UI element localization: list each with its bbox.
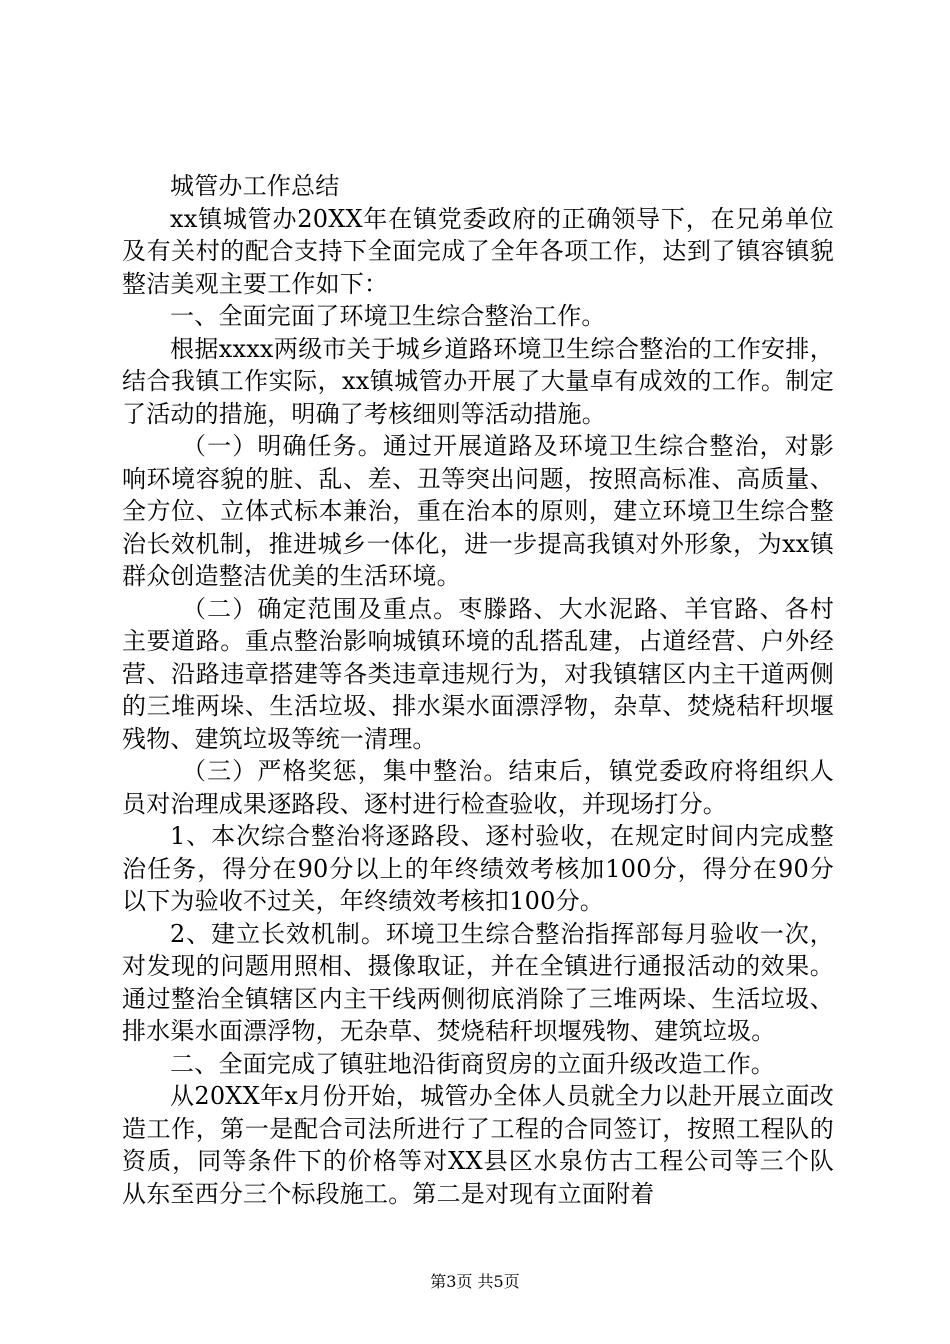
page-number-footer: 第3页 共5页 (430, 1272, 520, 1291)
paragraph-rewards: （三）严格奖惩，集中整治。结束后，镇党委政府将组织人员对治理成果逐路段、逐村进行检查验收，并现场打分。 (122, 757, 834, 818)
section-heading-1: 一、全面完面了环境卫生综合整治工作。 (170, 302, 606, 330)
document-body (122, 170, 834, 1210)
paragraph-basis: 根据xxxx两级市关于城乡道路环境卫生综合整治的工作安排，结合我镇工作实际，xx镇城管办开展了大量卓有成效的工作。制定了活动的措施，明确了考核细则等活动措施。 (122, 334, 834, 428)
paragraph-task: （一）明确任务。通过开展道路及环境卫生综合整治，对影响环境容貌的脏、乱、差、丑等突出问题，按照高标准、高质量、全方位、立体式标本兼治，重在治本的原则，建立环境卫生综合整治长效机制，推进城乡一体化，进一步提高我镇对外形象，为xx镇群众创造整洁优美的生活环境。 (122, 432, 834, 590)
paragraph-item-2: 2、建立长效机制。环境卫生综合整治指挥部每月验收一次，对发现的问题用照相、摄像取证，并在全镇进行通报活动的效果。通过整治全镇辖区内主干线两侧彻底消除了三堆两垛、生活垃圾、排水渠水面漂浮物，无杂草、焚烧秸秆坝堰残物、建筑垃圾。 (122, 919, 834, 1045)
paragraph-scope: （二）确定范围及重点。枣滕路、大水泥路、羊官路、各村主要道路。重点整治影响城镇环境的乱搭乱建，占道经营、户外经营、沿路违章搭建等各类违章违规行为，对我镇辖区内主干道两侧的三堆两垛、生活垃圾、排水渠水面漂浮物，杂草、焚烧秸秆坝堰残物、建筑垃圾等统一清理。 (122, 594, 834, 753)
paragraph-item-1: 1、本次综合整治将逐路段、逐村验收，在规定时间内完成整治任务，得分在90分以上的年终绩效考核加100分，得分在90分以下为验收不过关，年终绩效考核扣100分。 (122, 822, 834, 915)
paragraph-renovation: 从20XX年x月份开始，城管办全体人员就全力以赴开展立面改造工作，第一是配合司法所进行了工程的合同签订，按照工程队的资质，同等条件下的价格等对XX县区水泉仿古工程公司等三个队从东至西分三个标段施工。第二是对现有立面附着 (122, 1082, 834, 1208)
document-title: 城管办工作总结 (170, 172, 340, 200)
section-heading-2: 二、全面完成了镇驻地沿街商贸房的立面升级改造工作。 (170, 1049, 775, 1078)
paragraph-intro: xx镇城管办20XX年在镇党委政府的正确领导下，在兄弟单位及有关村的配合支持下全面完成了全年各项工作，达到了镇容镇貌整洁美观主要工作如下： (122, 204, 834, 298)
